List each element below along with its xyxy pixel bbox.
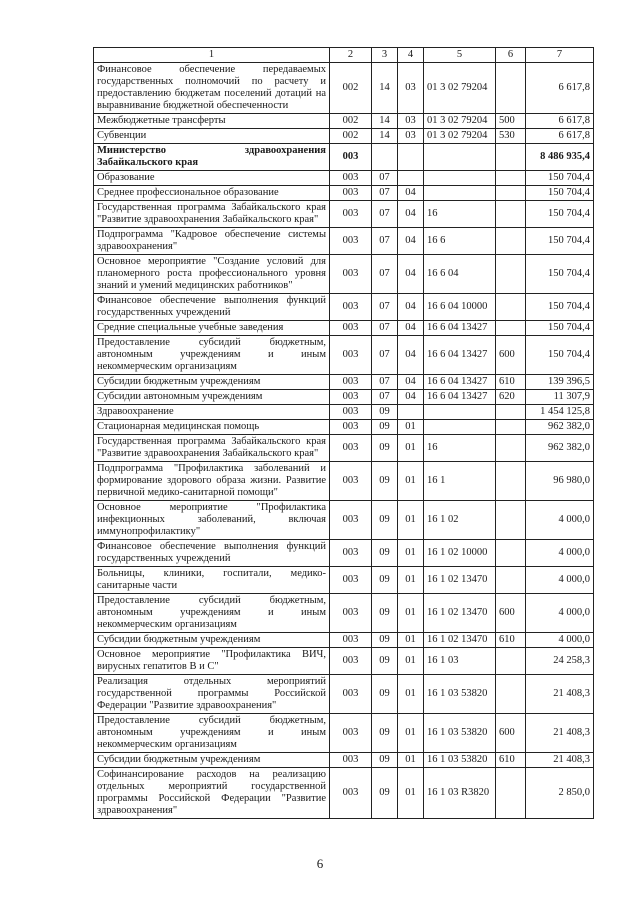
cell-section: 09 <box>372 753 398 768</box>
cell-subsection <box>398 144 424 171</box>
cell-name: Межбюджетные трансферты <box>94 114 330 129</box>
cell-type <box>496 186 526 201</box>
cell-subsection: 01 <box>398 594 424 633</box>
header-col-amount: 7 <box>526 48 594 63</box>
cell-code: 003 <box>330 462 372 501</box>
cell-subsection: 01 <box>398 462 424 501</box>
cell-type: 600 <box>496 336 526 375</box>
cell-subsection: 04 <box>398 201 424 228</box>
table-row <box>94 228 594 255</box>
cell-article: 16 6 04 13427 <box>424 375 496 390</box>
table-row <box>94 114 594 129</box>
cell-type <box>496 201 526 228</box>
table-row <box>94 768 594 819</box>
cell-section: 09 <box>372 435 398 462</box>
cell-amount: 6 617,8 <box>526 114 594 129</box>
cell-subsection: 04 <box>398 255 424 294</box>
budget-table <box>93 47 594 819</box>
cell-amount: 1 454 125,8 <box>526 405 594 420</box>
cell-article: 16 1 02 13470 <box>424 594 496 633</box>
cell-article <box>424 405 496 420</box>
cell-type: 610 <box>496 375 526 390</box>
cell-section: 14 <box>372 63 398 114</box>
cell-section: 07 <box>372 255 398 294</box>
cell-section: 09 <box>372 594 398 633</box>
table-row <box>94 753 594 768</box>
cell-subsection: 04 <box>398 186 424 201</box>
cell-section: 07 <box>372 375 398 390</box>
cell-code: 003 <box>330 648 372 675</box>
cell-article: 16 1 03 <box>424 648 496 675</box>
cell-code: 003 <box>330 171 372 186</box>
cell-section: 09 <box>372 462 398 501</box>
table-row <box>94 675 594 714</box>
cell-subsection: 04 <box>398 390 424 405</box>
cell-article: 01 3 02 79204 <box>424 129 496 144</box>
cell-code: 002 <box>330 63 372 114</box>
cell-subsection: 03 <box>398 114 424 129</box>
table-row <box>94 435 594 462</box>
cell-name: Министерство здравоохранения Забайкальского края <box>94 144 330 171</box>
cell-subsection: 04 <box>398 375 424 390</box>
table-row <box>94 129 594 144</box>
cell-code: 003 <box>330 594 372 633</box>
cell-type <box>496 435 526 462</box>
table-row <box>94 201 594 228</box>
cell-section: 07 <box>372 390 398 405</box>
cell-name: Государственная программа Забайкальского края "Развитие здравоохранения Забайкальского края" <box>94 435 330 462</box>
cell-subsection: 03 <box>398 129 424 144</box>
cell-name: Субсидии бюджетным учреждениям <box>94 633 330 648</box>
cell-code: 003 <box>330 375 372 390</box>
cell-article <box>424 171 496 186</box>
cell-code: 003 <box>330 768 372 819</box>
cell-amount: 150 704,4 <box>526 294 594 321</box>
cell-code: 003 <box>330 321 372 336</box>
cell-name: Предоставление субсидий бюджетным, автономным учреждениям и иным некоммерческим организациям <box>94 336 330 375</box>
cell-type <box>496 321 526 336</box>
cell-article: 16 1 03 53820 <box>424 675 496 714</box>
table-row <box>94 186 594 201</box>
table-row <box>94 171 594 186</box>
table-row <box>94 255 594 294</box>
cell-type <box>496 675 526 714</box>
header-col-type: 6 <box>496 48 526 63</box>
table-header-row <box>94 48 594 63</box>
cell-code: 003 <box>330 294 372 321</box>
header-col-subsection: 4 <box>398 48 424 63</box>
cell-code: 003 <box>330 675 372 714</box>
table-row <box>94 633 594 648</box>
cell-article: 16 1 03 R3820 <box>424 768 496 819</box>
cell-section: 07 <box>372 186 398 201</box>
cell-type: 620 <box>496 390 526 405</box>
cell-section: 09 <box>372 675 398 714</box>
cell-amount: 150 704,4 <box>526 186 594 201</box>
cell-name: Субсидии бюджетным учреждениям <box>94 753 330 768</box>
cell-type <box>496 501 526 540</box>
cell-article: 16 <box>424 435 496 462</box>
cell-subsection: 01 <box>398 675 424 714</box>
cell-name: Больницы, клиники, госпитали, медико-санитарные части <box>94 567 330 594</box>
cell-amount: 96 980,0 <box>526 462 594 501</box>
cell-amount: 2 850,0 <box>526 768 594 819</box>
cell-name: Субсидии автономным учреждениям <box>94 390 330 405</box>
cell-subsection: 04 <box>398 321 424 336</box>
cell-code: 003 <box>330 186 372 201</box>
cell-section: 09 <box>372 540 398 567</box>
cell-code: 003 <box>330 435 372 462</box>
cell-section: 09 <box>372 420 398 435</box>
cell-name: Основное мероприятие "Профилактика инфекционных заболеваний, включая иммунопрофилактику" <box>94 501 330 540</box>
cell-amount: 4 000,0 <box>526 501 594 540</box>
cell-article: 01 3 02 79204 <box>424 114 496 129</box>
cell-code: 003 <box>330 501 372 540</box>
cell-amount: 4 000,0 <box>526 540 594 567</box>
cell-name: Реализация отдельных мероприятий государственной программы Российской Федерации "Развитие здравоохранения" <box>94 675 330 714</box>
cell-code: 003 <box>330 540 372 567</box>
table-row <box>94 375 594 390</box>
cell-article: 16 1 02 13470 <box>424 633 496 648</box>
cell-name: Основное мероприятие "Профилактика ВИЧ, вирусных гепатитов В и С" <box>94 648 330 675</box>
cell-type <box>496 144 526 171</box>
table-row <box>94 594 594 633</box>
cell-subsection: 01 <box>398 540 424 567</box>
cell-name: Софинансирование расходов на реализацию отдельных мероприятий государственной программы Российской Федерации "Развитие здравоохранения" <box>94 768 330 819</box>
table-row <box>94 462 594 501</box>
cell-amount: 139 396,5 <box>526 375 594 390</box>
cell-name: Образование <box>94 171 330 186</box>
cell-article: 01 3 02 79204 <box>424 63 496 114</box>
cell-subsection: 04 <box>398 228 424 255</box>
cell-name: Среднее профессиональное образование <box>94 186 330 201</box>
cell-amount: 11 307,9 <box>526 390 594 405</box>
header-col-name: 1 <box>94 48 330 63</box>
cell-name: Подпрограмма "Кадровое обеспечение системы здравоохранения" <box>94 228 330 255</box>
cell-article: 16 6 <box>424 228 496 255</box>
cell-section: 07 <box>372 201 398 228</box>
cell-article: 16 1 02 13470 <box>424 567 496 594</box>
cell-article: 16 6 04 <box>424 255 496 294</box>
cell-code: 003 <box>330 420 372 435</box>
cell-type <box>496 648 526 675</box>
cell-name: Субвенции <box>94 129 330 144</box>
cell-subsection: 01 <box>398 435 424 462</box>
cell-section: 07 <box>372 171 398 186</box>
cell-subsection: 01 <box>398 567 424 594</box>
cell-amount: 962 382,0 <box>526 435 594 462</box>
cell-subsection: 01 <box>398 420 424 435</box>
cell-type <box>496 405 526 420</box>
cell-section: 09 <box>372 768 398 819</box>
cell-name: Подпрограмма "Профилактика заболеваний и формирование здорового образа жизни. Развитие первичной медико-санитарной помощи" <box>94 462 330 501</box>
cell-name: Предоставление субсидий бюджетным, автономным учреждениям и иным некоммерческим организациям <box>94 714 330 753</box>
cell-section: 09 <box>372 633 398 648</box>
cell-type <box>496 63 526 114</box>
page-number: 6 <box>316 856 324 871</box>
cell-article <box>424 420 496 435</box>
cell-amount: 4 000,0 <box>526 567 594 594</box>
cell-section: 09 <box>372 714 398 753</box>
cell-code: 003 <box>330 633 372 648</box>
cell-type: 610 <box>496 753 526 768</box>
cell-code: 003 <box>330 753 372 768</box>
cell-name: Субсидии бюджетным учреждениям <box>94 375 330 390</box>
cell-name: Средние специальные учебные заведения <box>94 321 330 336</box>
table-row <box>94 648 594 675</box>
cell-article <box>424 186 496 201</box>
cell-section: 14 <box>372 114 398 129</box>
cell-subsection: 01 <box>398 501 424 540</box>
cell-article: 16 1 02 <box>424 501 496 540</box>
cell-name: Финансовое обеспечение выполнения функций государственных учреждений <box>94 540 330 567</box>
cell-article <box>424 144 496 171</box>
table-body <box>94 63 594 819</box>
cell-article: 16 1 02 10000 <box>424 540 496 567</box>
cell-type <box>496 255 526 294</box>
cell-article: 16 1 03 53820 <box>424 753 496 768</box>
cell-article: 16 1 <box>424 462 496 501</box>
cell-amount: 24 258,3 <box>526 648 594 675</box>
table-row <box>94 540 594 567</box>
cell-code: 003 <box>330 336 372 375</box>
cell-section: 09 <box>372 567 398 594</box>
cell-article: 16 <box>424 201 496 228</box>
cell-section <box>372 144 398 171</box>
cell-amount: 150 704,4 <box>526 255 594 294</box>
header-col-section: 3 <box>372 48 398 63</box>
table-row <box>94 567 594 594</box>
cell-type <box>496 171 526 186</box>
cell-name: Государственная программа Забайкальского края "Развитие здравоохранения Забайкальского края" <box>94 201 330 228</box>
table-row <box>94 420 594 435</box>
cell-name: Предоставление субсидий бюджетным, автономным учреждениям и иным некоммерческим организациям <box>94 594 330 633</box>
cell-type <box>496 768 526 819</box>
cell-code: 003 <box>330 228 372 255</box>
header-col-article: 5 <box>424 48 496 63</box>
cell-amount: 150 704,4 <box>526 336 594 375</box>
table-row <box>94 336 594 375</box>
cell-code: 003 <box>330 255 372 294</box>
table-row <box>94 321 594 336</box>
cell-amount: 4 000,0 <box>526 594 594 633</box>
cell-code: 002 <box>330 129 372 144</box>
cell-section: 09 <box>372 501 398 540</box>
cell-type: 530 <box>496 129 526 144</box>
cell-type <box>496 567 526 594</box>
cell-code: 002 <box>330 114 372 129</box>
cell-section: 07 <box>372 228 398 255</box>
cell-amount: 150 704,4 <box>526 171 594 186</box>
table-row <box>94 501 594 540</box>
cell-section: 07 <box>372 336 398 375</box>
cell-section: 07 <box>372 294 398 321</box>
cell-type <box>496 462 526 501</box>
cell-name: Финансовое обеспечение передаваемых государственных полномочий по расчету и предоставлению бюджетам поселений дотаций на выравнивание бюджетной обеспеченности <box>94 63 330 114</box>
cell-section: 14 <box>372 129 398 144</box>
cell-subsection: 04 <box>398 336 424 375</box>
cell-article: 16 6 04 13427 <box>424 336 496 375</box>
cell-type: 600 <box>496 714 526 753</box>
table-row <box>94 405 594 420</box>
cell-subsection: 04 <box>398 294 424 321</box>
table-row <box>94 390 594 405</box>
cell-name: Стационарная медицинская помощь <box>94 420 330 435</box>
cell-type <box>496 540 526 567</box>
cell-amount: 21 408,3 <box>526 753 594 768</box>
cell-amount: 4 000,0 <box>526 633 594 648</box>
cell-amount: 150 704,4 <box>526 228 594 255</box>
cell-code: 003 <box>330 201 372 228</box>
cell-subsection <box>398 171 424 186</box>
table-row <box>94 63 594 114</box>
cell-article: 16 6 04 13427 <box>424 390 496 405</box>
cell-code: 003 <box>330 567 372 594</box>
cell-name: Здравоохранение <box>94 405 330 420</box>
cell-amount: 962 382,0 <box>526 420 594 435</box>
cell-amount: 21 408,3 <box>526 714 594 753</box>
cell-code: 003 <box>330 714 372 753</box>
cell-name: Основное мероприятие "Создание условий для планомерного роста профессионального уровня знаний и умений медицинских работников" <box>94 255 330 294</box>
cell-code: 003 <box>330 144 372 171</box>
cell-amount: 8 486 935,4 <box>526 144 594 171</box>
cell-article: 16 6 04 13427 <box>424 321 496 336</box>
cell-amount: 150 704,4 <box>526 321 594 336</box>
cell-subsection: 01 <box>398 714 424 753</box>
cell-section: 09 <box>372 405 398 420</box>
cell-type <box>496 228 526 255</box>
cell-section: 07 <box>372 321 398 336</box>
cell-amount: 150 704,4 <box>526 201 594 228</box>
cell-code: 003 <box>330 405 372 420</box>
cell-subsection: 01 <box>398 633 424 648</box>
cell-type <box>496 420 526 435</box>
table-row <box>94 144 594 171</box>
cell-type: 610 <box>496 633 526 648</box>
table-row <box>94 714 594 753</box>
cell-amount: 6 617,8 <box>526 129 594 144</box>
cell-subsection: 01 <box>398 768 424 819</box>
cell-article: 16 1 03 53820 <box>424 714 496 753</box>
cell-code: 003 <box>330 390 372 405</box>
cell-amount: 6 617,8 <box>526 63 594 114</box>
cell-type: 500 <box>496 114 526 129</box>
cell-type <box>496 294 526 321</box>
cell-article: 16 6 04 10000 <box>424 294 496 321</box>
cell-name: Финансовое обеспечение выполнения функций государственных учреждений <box>94 294 330 321</box>
table-row <box>94 294 594 321</box>
cell-amount: 21 408,3 <box>526 675 594 714</box>
cell-subsection <box>398 405 424 420</box>
cell-subsection: 01 <box>398 753 424 768</box>
cell-subsection: 01 <box>398 648 424 675</box>
cell-section: 09 <box>372 648 398 675</box>
header-col-code: 2 <box>330 48 372 63</box>
cell-type: 600 <box>496 594 526 633</box>
cell-subsection: 03 <box>398 63 424 114</box>
